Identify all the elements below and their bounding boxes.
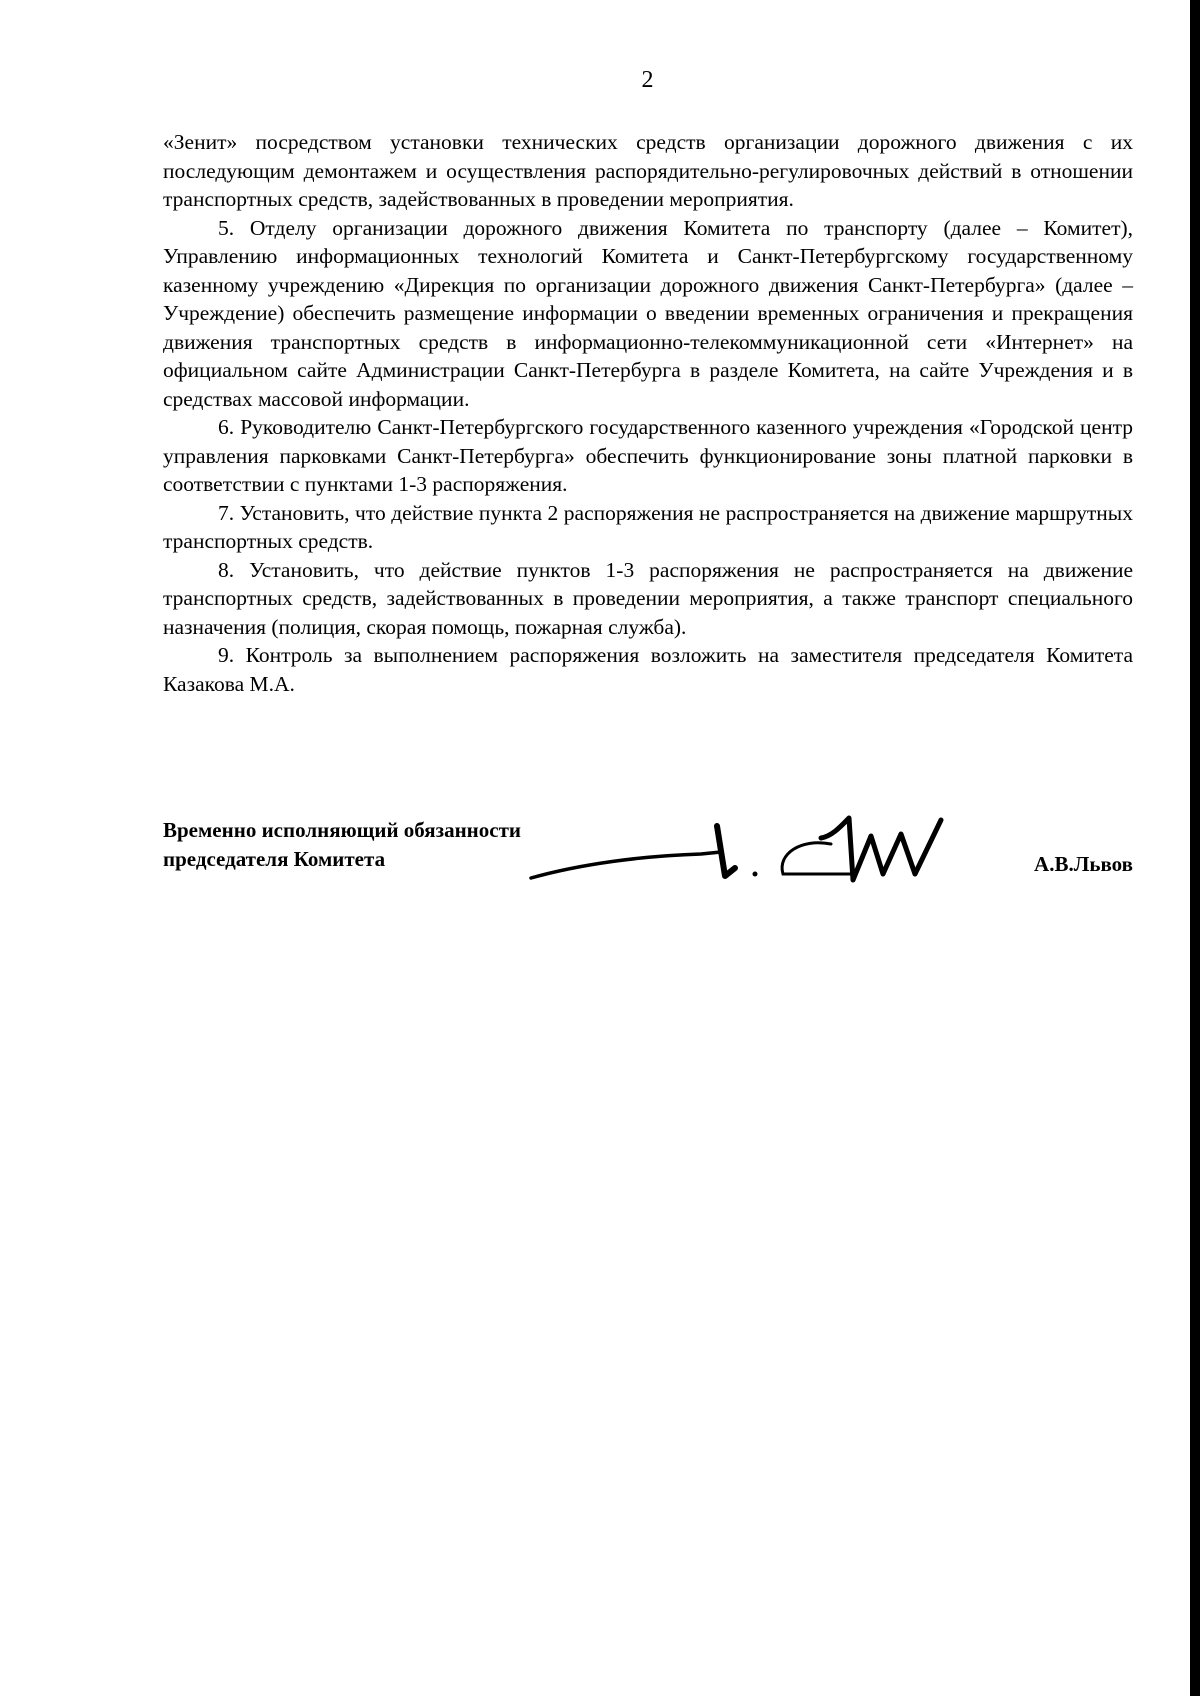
paragraph-item-7: 7. Установить, что действие пункта 2 распоряжения не распространяется на движение маршрутных транспортных средств. bbox=[163, 500, 1133, 553]
paragraph-continuation: «Зенит» посредством установки технических средств организации дорожного движения с их последующим демонтажем и осуществления распорядительно-регулировочных действий в отношении транспортных средств, задействованных в проведении мероприятия. bbox=[163, 130, 1133, 211]
scan-edge-border bbox=[1190, 0, 1200, 1696]
signatory-position-line-1: Временно исполняющий обязанности bbox=[163, 818, 522, 842]
signatory-position-line-2: председателя Комитета bbox=[163, 847, 386, 871]
paragraph-item-5: 5. Отделу организации дорожного движения Комитета по транспорту (далее – Комитет), Управлению информационных технологий Комитета и Санкт-Петербургскому государственному казенному учреждению «Дирекция по организации дорожного движения Санкт-Петербурга» (далее – Учреждение) обеспечить размещение информации о введении временных ограничения и прекращения движения транспортных средств в информационно-телекоммуникационной сети «Интернет» на официальном сайте Администрации Санкт-Петербурга в разделе Комитета, на сайте Учреждения и в средствах массовой информации. bbox=[163, 215, 1133, 411]
paragraph-item-9: 9. Контроль за выполнением распоряжения возложить на заместителя председателя Комитета Казакова М.А. bbox=[163, 643, 1133, 696]
signature-block bbox=[163, 816, 1133, 896]
handwritten-signature bbox=[521, 796, 1001, 896]
page-number: 2 bbox=[641, 67, 654, 93]
paragraph-item-8: 8. Установить, что действие пунктов 1-3 распоряжения не распространяется на движение транспортных средств, задействованных в проведении мероприятия, а также транспорт специального назначения (полиция, скорая помощь, пожарная служба). bbox=[163, 557, 1133, 639]
paragraph-item-6: 6. Руководителю Санкт-Петербургского государственного казенного учреждения «Городской центр управления парковками Санкт-Петербурга» обеспечить функционирование зоны платной парковки в соответствии с пунктами 1-3 распоряжения. bbox=[163, 415, 1133, 496]
document-body bbox=[163, 128, 1133, 698]
signatory-name: А.В.Львов bbox=[1034, 852, 1133, 876]
signatory-position bbox=[163, 816, 521, 874]
